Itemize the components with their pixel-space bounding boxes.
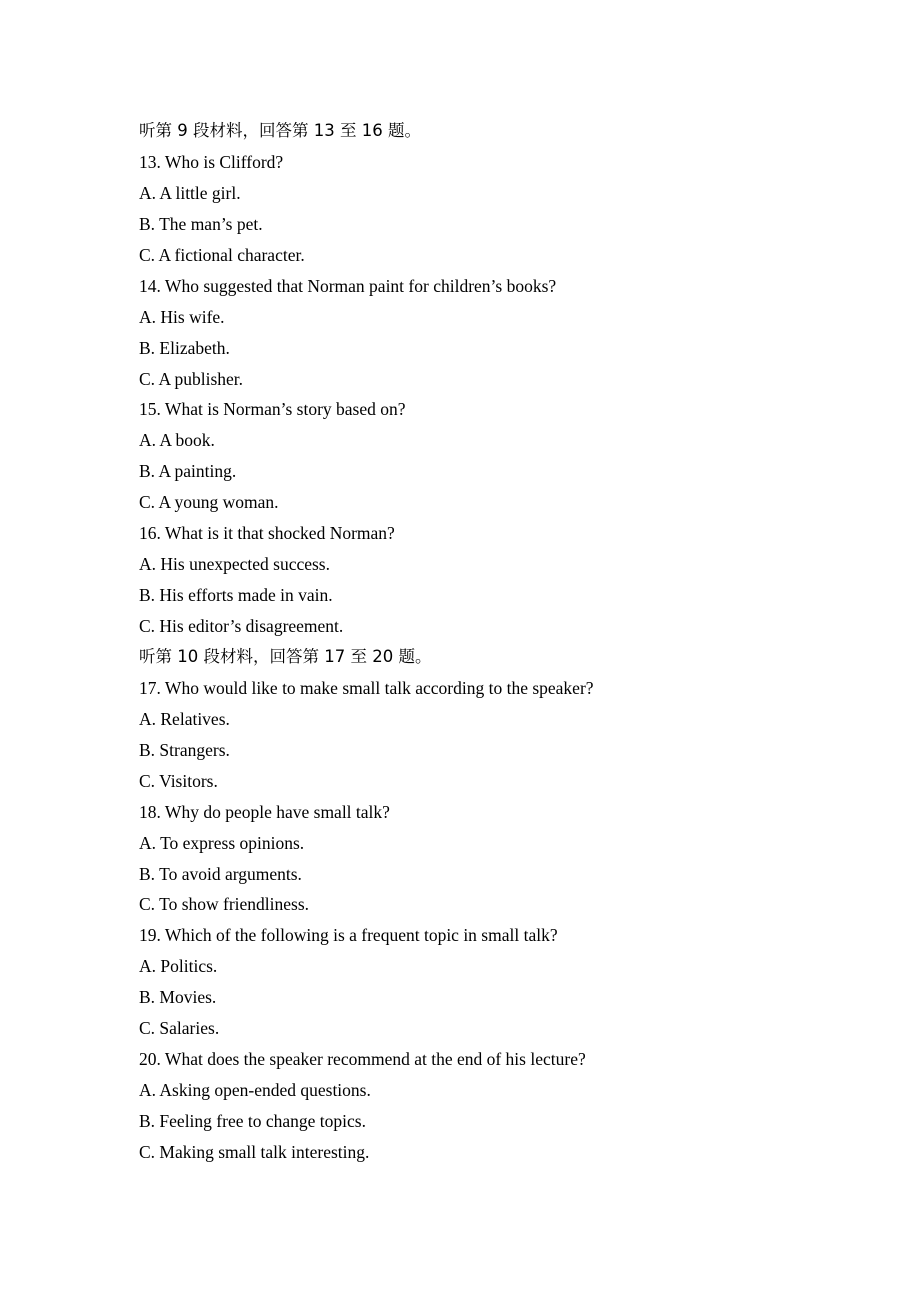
answer-option: A. Asking open-ended questions.: [139, 1080, 371, 1101]
question-text: 20. What does the speaker recommend at the end of his lecture?: [139, 1049, 586, 1070]
answer-option: A. A book.: [139, 430, 215, 451]
answer-option: B. His efforts made in vain.: [139, 585, 333, 606]
answer-option: B. Movies.: [139, 987, 217, 1008]
section-heading: 听第 9 段材料，回答第 13 至 16 题。: [139, 121, 421, 140]
answer-option: A. To express opinions.: [139, 832, 305, 853]
answer-option: A. His unexpected success.: [139, 554, 330, 575]
answer-option: C. Visitors.: [139, 770, 218, 791]
answer-option: B. Strangers.: [139, 739, 230, 760]
document-page: [139, 116, 594, 1168]
question-text: 19. Which of the following is a frequent topic in small talk?: [139, 925, 558, 946]
question-text: 17. Who would like to make small talk according to the speaker?: [139, 677, 594, 698]
answer-option: C. A publisher.: [139, 368, 244, 389]
answer-option: A. Politics.: [139, 956, 218, 977]
answer-option: C. Making small talk interesting.: [139, 1141, 370, 1162]
answer-option: C. A young woman.: [139, 492, 279, 513]
section-heading: 听第 10 段材料，回答第 17 至 20 题。: [139, 646, 432, 666]
answer-option: B. Feeling free to change topics.: [139, 1111, 366, 1131]
answer-option: C. A fictional character.: [139, 244, 305, 265]
question-text: 13. Who is Clifford?: [139, 151, 284, 172]
answer-option: C. His editor’s disagreement.: [139, 616, 344, 636]
answer-option: B. To avoid arguments.: [139, 863, 302, 884]
answer-option: C. Salaries.: [139, 1018, 220, 1039]
question-text: 15. What is Norman’s story based on?: [139, 399, 406, 420]
question-text: 14. Who suggested that Norman paint for children’s books?: [139, 275, 557, 296]
answer-option: B. A painting.: [139, 461, 237, 482]
answer-option: B. The man’s pet.: [139, 213, 263, 234]
answer-option: B. Elizabeth.: [139, 337, 230, 358]
answer-option: A. A little girl.: [139, 182, 241, 203]
question-text: 18. Why do people have small talk?: [139, 801, 390, 822]
answer-option: A. Relatives.: [139, 708, 230, 729]
question-text: 16. What is it that shocked Norman?: [139, 523, 395, 544]
answer-option: C. To show friendliness.: [139, 894, 310, 915]
answer-option: A. His wife.: [139, 306, 225, 327]
